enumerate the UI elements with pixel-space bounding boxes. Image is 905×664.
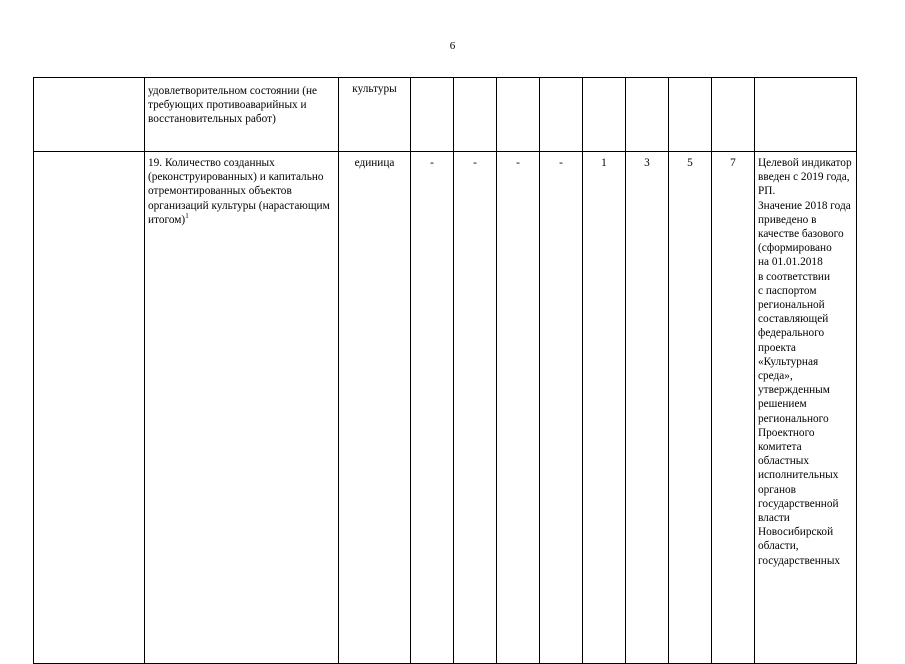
note-line: среда», [758,370,793,383]
note-line: «Культурная [758,355,819,368]
footnote-mark: 1 [185,211,189,220]
note-line: Новосибирской [758,526,834,539]
page-number: 6 [449,40,456,52]
note-line: Проектного [758,426,815,439]
value-cell: - [454,152,497,664]
note-cell [755,152,857,664]
table-row [34,78,857,152]
value-cell [497,78,540,152]
indicator-name-cell: удовлетворительном состоянии (не требующих противоаварийных и восстановительных работ) [145,78,339,152]
value-cell: 5 [669,152,712,664]
note-line: области, [758,540,799,553]
value-cell [411,78,454,152]
value-cell [454,78,497,152]
note-line: утвержденным [758,384,830,397]
value-cell: 1 [583,152,626,664]
value-cell: - [540,152,583,664]
note-line: исполнительных [758,469,839,482]
value-cell: - [411,152,454,664]
note-line: власти [758,512,790,525]
note-line: РП. [758,185,776,198]
value-cell [712,78,755,152]
value-cell [669,78,712,152]
note-line: государственной [758,497,839,510]
note-line: комитета [758,441,802,454]
note-line: Значение 2018 года [758,199,851,212]
note-line: государственных [758,554,841,567]
unit-cell: единица [339,152,411,664]
note-line: регионального [758,412,829,425]
value-cell: 3 [626,152,669,664]
value-cell [583,78,626,152]
note-line: на 01.01.2018 [758,256,823,269]
indicator-name: 19. Количество созданных (реконструированных) и капитально отремонтированных объектов организаций культуры (нарастающим итогом) [148,157,330,226]
note-line: региональной [758,299,825,312]
note-line: составляющей [758,313,829,326]
note-line: в соответствии [758,270,830,283]
note-line: (сформировано [758,242,832,255]
indicator-name-cell [145,152,339,664]
note-line: качестве базового [758,228,844,241]
note-line: проекта [758,341,796,354]
note-line: с паспортом [758,284,817,297]
note-line: приведено в [758,213,817,226]
value-cell: 7 [712,152,755,664]
note-cell [755,78,857,152]
note-line: органов [758,483,796,496]
value-cell [626,78,669,152]
note-line: Целевой индикатор [758,157,852,169]
indicators-table [33,77,857,664]
unit-cell: культуры [339,78,411,152]
note-line: федерального [758,327,825,340]
note-line: решением [758,398,807,411]
table-cell-empty [34,152,145,664]
value-cell: - [497,152,540,664]
note-line: введен с 2019 года, [758,171,850,184]
note-line: областных [758,455,810,468]
table-row [34,152,857,664]
table-cell-empty [34,78,145,152]
value-cell [540,78,583,152]
